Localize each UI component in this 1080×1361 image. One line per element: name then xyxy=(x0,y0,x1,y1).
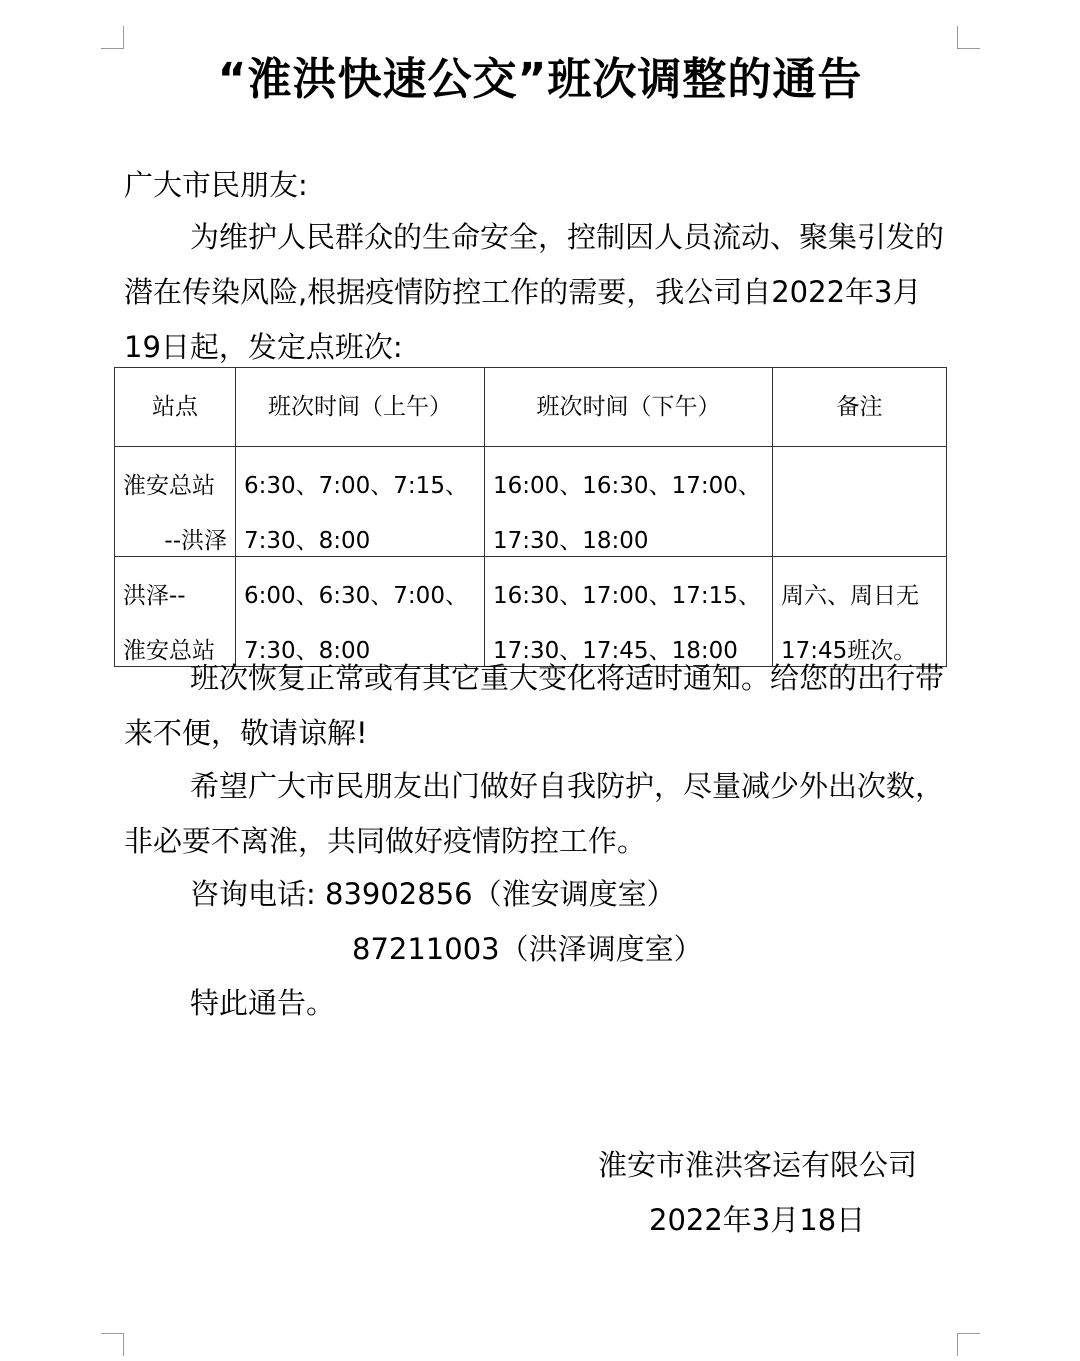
notification-paragraph: 班次恢复正常或有其它重大变化将适时通知。给您的出行带来不便，敬请谅解! xyxy=(124,661,945,750)
notice-title: “淮洪快速公交”班次调整的通告 xyxy=(217,54,863,105)
remark-line xyxy=(781,502,938,557)
remark-cell xyxy=(773,557,947,667)
contact-phone-hongze: 87211003（洪泽调度室） xyxy=(352,932,703,966)
morning-times-line: 7:30、8:00 xyxy=(244,527,371,554)
station-line: 淮安总站 xyxy=(123,637,215,664)
schedule-table xyxy=(114,367,947,667)
header-station: 站点 xyxy=(115,368,236,447)
header-afternoon: 班次时间（下午） xyxy=(485,368,773,447)
station-line: --洪泽 xyxy=(164,527,227,554)
station-cell xyxy=(115,557,236,667)
morning-times-cell xyxy=(236,557,485,667)
morning-times-line: 6:30、7:00、7:15、 xyxy=(244,473,468,499)
station-line: 洪泽-- xyxy=(123,583,186,609)
morning-times-line: 6:00、6:30、7:00、 xyxy=(244,583,468,609)
closing-remark: 特此通告。 xyxy=(190,986,336,1020)
morning-times-line: 7:30、8:00 xyxy=(244,637,371,664)
table-header-row xyxy=(115,368,947,447)
crop-mark-top-left xyxy=(101,26,124,49)
protection-paragraph: 希望广大市民朋友出门做好自我防护，尽量减少外出次数，非必要不离淮，共同做好疫情防控工作。 xyxy=(124,769,945,858)
header-remark: 备注 xyxy=(773,368,947,447)
afternoon-times-line: 16:00、16:30、17:00、 xyxy=(493,473,761,499)
afternoon-times-cell xyxy=(485,447,773,557)
afternoon-times-cell xyxy=(485,557,773,667)
station-line: 淮安总站 xyxy=(123,473,215,499)
morning-times-cell xyxy=(236,447,485,557)
notice-date: 2022年3月18日 xyxy=(649,1203,866,1237)
header-morning: 班次时间（上午） xyxy=(236,368,485,447)
crop-mark-bottom-left xyxy=(101,1333,124,1356)
remark-cell xyxy=(773,447,947,557)
afternoon-times-line: 16:30、17:00、17:15、 xyxy=(493,583,761,609)
afternoon-times-line: 17:30、17:45、18:00 xyxy=(493,637,738,664)
remark-line: 17:45班次。 xyxy=(781,637,917,664)
greeting: 广大市民朋友: xyxy=(124,168,308,202)
table-row xyxy=(115,447,947,557)
crop-mark-bottom-right xyxy=(957,1333,980,1356)
intro-paragraph: 为维护人民群众的生命安全，控制因人员流动、聚集引发的潜在传染风险,根据疫情防控工作的需要，我公司自2022年3月19日起，发定点班次: xyxy=(124,220,945,364)
table-row xyxy=(115,557,947,667)
remark-line xyxy=(781,447,938,502)
company-signature: 淮安市淮洪客运有限公司 xyxy=(598,1148,918,1182)
remark-line: 周六、周日无 xyxy=(781,583,919,609)
afternoon-times-line: 17:30、18:00 xyxy=(493,527,649,554)
station-cell xyxy=(115,447,236,557)
contact-phone-huaian: 咨询电话: 83902856（淮安调度室） xyxy=(190,877,676,911)
crop-mark-top-right xyxy=(957,26,980,49)
